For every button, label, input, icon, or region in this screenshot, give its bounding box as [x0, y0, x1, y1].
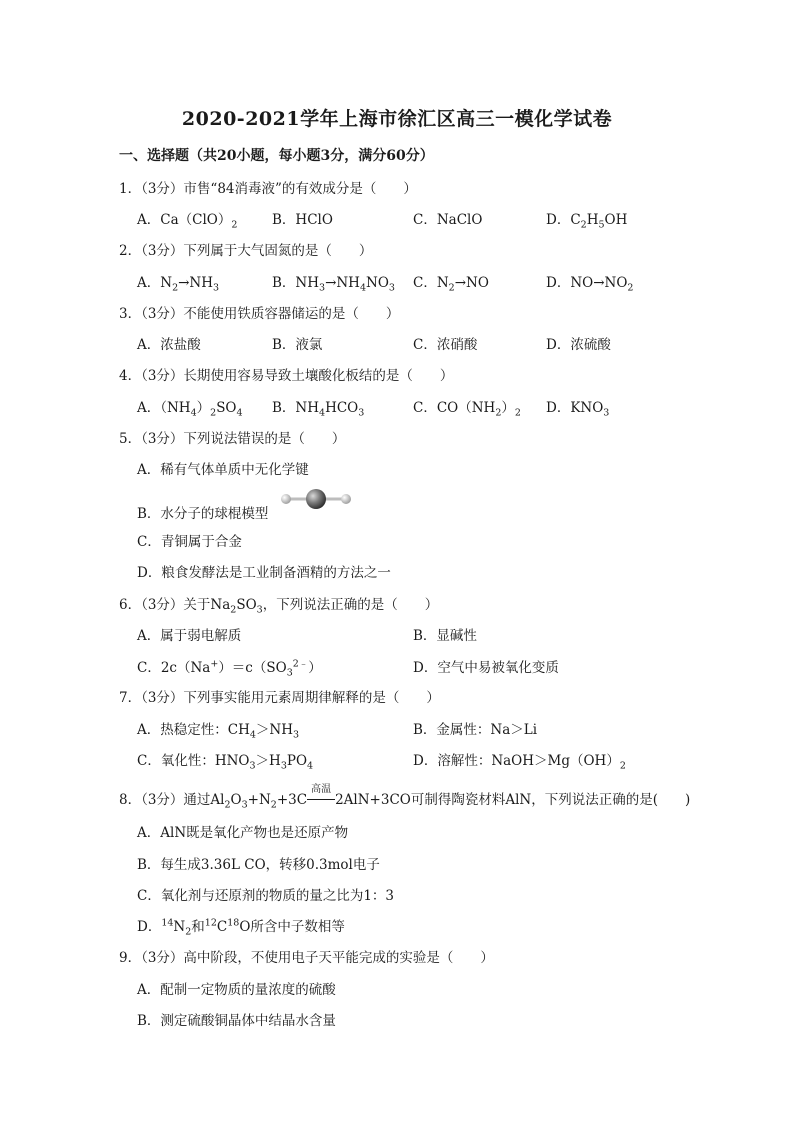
q5-option-d: D．粮食发酵法是工业制备酒精的方法之一	[137, 565, 391, 581]
q2-option-a: A．$N_2\to NH_3$	[137, 275, 220, 294]
q4-option-a: A．$(NH_4)_2SO_4$	[137, 400, 243, 419]
q3-option-b: B．液氯	[272, 337, 323, 353]
question-5-stem: 5．（3分）下列说法错误的是（ ）	[119, 431, 346, 447]
question-6-stem: 6．（3分）关于$Na_2SO_3$，下列说法正确的是（ ）	[119, 597, 439, 616]
q7-option-a: A．热稳定性：$CH_4>NH_3$	[137, 722, 300, 741]
q1-option-c: C．NaClO	[413, 212, 483, 228]
question-7-stem: 7．（3分）下列事实能用元素周期律解释的是（ ）	[119, 690, 440, 706]
q2-option-c: C．$N_2\to NO$	[413, 275, 489, 294]
q3-option-a: A．浓盐酸	[137, 337, 201, 353]
q8-option-d: D．$^{14}N_2$和$^{12}C^{18}O$所含中子数相等	[137, 917, 345, 938]
q7-option-b: B．金属性：Na＞Li	[413, 722, 538, 738]
q1-option-d: D．$C_2H_5OH$	[546, 212, 628, 231]
q3-option-d: D．浓硫酸	[546, 337, 611, 353]
q9-option-b: B．测定硫酸铜晶体中结晶水含量	[137, 1013, 336, 1029]
q6-option-b: B．显碱性	[413, 628, 477, 644]
q8-option-b: B．每生成3.36L CO，转移0.3mol电子	[137, 857, 380, 873]
question-2-stem: 2．（3分）下列属于大气固氮的是（ ）	[119, 243, 373, 259]
q3-option-c: C．浓硝酸	[413, 337, 478, 353]
q2-option-b: B．$NH_3\to NH_4NO_3$	[272, 275, 395, 294]
q5-option-c: C．青铜属于合金	[137, 534, 242, 550]
q6-option-a: A．属于弱电解质	[137, 628, 242, 644]
reaction-arrow-icon: 高温	[307, 792, 335, 808]
q4-option-d: D．$KNO_3$	[546, 400, 610, 419]
q7-option-c: C．氧化性：$HNO_3>H_3PO_4$	[137, 753, 314, 772]
q9-option-a: A．配制一定物质的量浓度的硫酸	[137, 982, 336, 998]
question-8-stem: 8．（3分）通过$Al_2O_3+N_2+3C$ 高温 2AlN+3CO可制得陶瓷材料AlN，下列说法正确的是( )	[119, 784, 691, 811]
question-1-stem: 1．（3分）市售“84消毒液”的有效成分是（ ）	[119, 181, 417, 197]
question-4-stem: 4．（3分）长期使用容易导致土壤酸化板结的是（ ）	[119, 368, 454, 384]
q6-option-c: C．$2c(Na^+)=c(SO_3^{2﹣})$	[137, 658, 322, 679]
q8-option-a: A．AlN既是氧化产物也是还原产物	[137, 825, 349, 841]
q8-option-c: C．氧化剂与还原剂的物质的量之比为1：3	[137, 888, 395, 904]
question-9-stem: 9．（3分）高中阶段，不使用电子天平能完成的实验是（ ）	[119, 950, 494, 966]
page-title: 2020-2021学年上海市徐汇区高三一模化学试卷	[181, 108, 613, 130]
q1-option-b: B．HClO	[272, 212, 333, 228]
q7-option-d: D．溶解性：$NaOH>Mg(OH)_2$	[413, 753, 626, 772]
q6-option-d: D．空气中易被氧化变质	[413, 660, 559, 676]
q5-option-b: B．水分子的球棍模型	[137, 506, 269, 522]
q5-option-a: A．稀有气体单质中无化学键	[137, 462, 309, 478]
section-heading: 一、选择题（共20小题，每小题3分，满分60分）	[119, 148, 434, 164]
q1-option-a: A．$Ca(ClO)_2$	[137, 212, 238, 231]
q4-option-c: C．$CO(NH_2)_2$	[413, 400, 521, 419]
q2-option-d: D．$NO\to NO_2$	[546, 275, 634, 294]
q4-option-b: B．$NH_4HCO_3$	[272, 400, 365, 419]
water-ball-stick-model-icon	[278, 488, 354, 510]
question-3-stem: 3．（3分）不能使用铁质容器储运的是（ ）	[119, 306, 400, 322]
